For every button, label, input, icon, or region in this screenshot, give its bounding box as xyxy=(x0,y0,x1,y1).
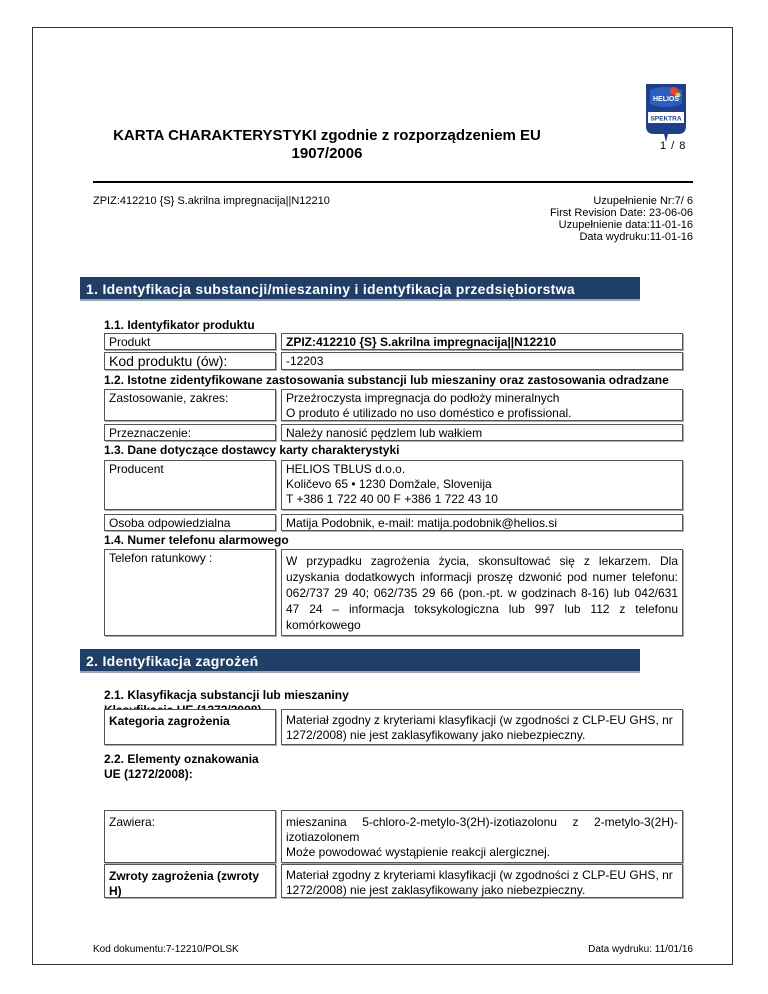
zawiera-mixture: mieszanina 5-chloro-2-metylo-3(2H)-izotiazolonu z 2-metylo-3(2H)-izotiazolonem xyxy=(286,815,678,844)
przeznaczenie-label: Przeznaczenie: xyxy=(104,424,276,441)
produkt-value: ZPIZ:412210 {S} S.akrilna impregnacija||N12210 xyxy=(281,333,683,350)
osoba-value: Matija Podobnik, e-mail: matija.podobnik@helios.si xyxy=(281,514,683,531)
subsection-1-3: 1.3. Dane dotyczące dostawcy karty charakterystyki xyxy=(104,443,400,457)
osoba-label: Osoba odpowiedzialna xyxy=(104,514,276,531)
zastosowanie-label: Zastosowanie, zakres: xyxy=(104,389,276,421)
footer-print-date: Data wydruku: 11/01/16 xyxy=(588,944,693,955)
first-revision-date: First Revision Date: 23-06-06 xyxy=(549,207,693,219)
section-2-header: 2. Identyfikacja zagrożeń xyxy=(80,649,640,673)
zwroty-h-label: Zwroty zagrożenia (zwroty H) xyxy=(104,864,276,898)
zastosowanie-line-2: O produto é utilizado no uso doméstico e profissional. xyxy=(286,406,572,420)
logo-bottom-text: SPEKTRA xyxy=(650,115,682,123)
page-number: 1 / 8 xyxy=(660,140,687,152)
zawiera-label: Zawiera: xyxy=(104,810,276,863)
header-divider xyxy=(93,181,693,183)
zawiera-allergy: Może powodować wystąpienie reakcji alergicznej. xyxy=(286,845,551,859)
logo-top-text: HELIOS xyxy=(652,96,680,103)
print-date: Data wydruku:11-01-16 xyxy=(579,231,693,243)
producent-label: Producent xyxy=(104,460,276,510)
subsection-1-4: 1.4. Numer telefonu alarmowego xyxy=(104,533,289,547)
telefon-label: Telefon ratunkowy : xyxy=(104,549,276,636)
subsection-1-2: 1.2. Istotne zidentyfikowane zastosowania substancji lub mieszaniny oraz zastosowania odradzane xyxy=(104,373,669,387)
kod-value: -12203 xyxy=(281,352,683,370)
producent-address: Količevo 65 • 1230 Domžale, Slovenija xyxy=(286,477,492,491)
zawiera-value xyxy=(281,810,683,863)
zastosowanie-line-1: Przeźroczysta impregnacja do podłoży mineralnych xyxy=(286,391,560,405)
kategoria-label: Kategoria zagrożenia xyxy=(104,709,276,745)
zastosowanie-value xyxy=(281,389,683,421)
subsection-2-2: 2.2. Elementy oznakowania xyxy=(104,752,259,766)
producent-phone: T +386 1 722 40 00 F +386 1 722 43 10 xyxy=(286,492,498,506)
revision-date: Uzupełnienie data:11-01-16 xyxy=(558,219,693,231)
revision-number: Uzupełnienie Nr:7/ 6 xyxy=(593,195,693,207)
telefon-value: W przypadku zagrożenia życia, skonsultować się z lekarzem. Dla uzyskania dodatkowych informacji proszę dzwonić pod numer telefonu: 062/737 29 40; 062/735 29 66 (pon.-pt. w godzinach 8-16) lub 042/631 47 24 – informacja toksykologiczna lub 997 lub 112 z telefonu komórkowego xyxy=(281,549,683,636)
document-title: KARTA CHARAKTERYSTYKI zgodnie z rozporządzeniem EU 1907/2006 xyxy=(113,127,541,162)
footer-doc-code: Kod dokumentu:7-12210/POLSK xyxy=(93,944,239,955)
section-1-header: 1. Identyfikacja substancji/mieszaniny i identyfikacja przedsiębiorstwa xyxy=(80,277,640,301)
product-line: ZPIZ:412210 {S} S.akrilna impregnacija||N12210 xyxy=(93,195,330,207)
kategoria-value: Materiał zgodny z kryteriami klasyfikacji (w zgodności z CLP-EU GHS, nr 1272/2008) nie jest zaklasyfikowany jako niebezpieczny. xyxy=(281,709,683,745)
kod-label: Kod produktu (ów): xyxy=(104,352,276,370)
ue-regulation: UE (1272/2008): xyxy=(104,767,193,781)
subsection-2-1: 2.1. Klasyfikacja substancji lub mieszaniny xyxy=(104,688,349,702)
producent-value xyxy=(281,460,683,510)
produkt-label: Produkt xyxy=(104,333,276,350)
producent-name: HELIOS TBLUS d.o.o. xyxy=(286,462,406,476)
przeznaczenie-value: Należy nanosić pędzlem lub wałkiem xyxy=(281,424,683,441)
subsection-1-1: 1.1. Identyfikator produktu xyxy=(104,318,255,332)
helios-spektra-logo xyxy=(644,82,688,144)
revision-info xyxy=(550,195,693,243)
zwroty-h-value: Materiał zgodny z kryteriami klasyfikacji (w zgodności z CLP-EU GHS, nr 1272/2008) nie jest zaklasyfikowany jako niebezpieczny. xyxy=(281,864,683,898)
